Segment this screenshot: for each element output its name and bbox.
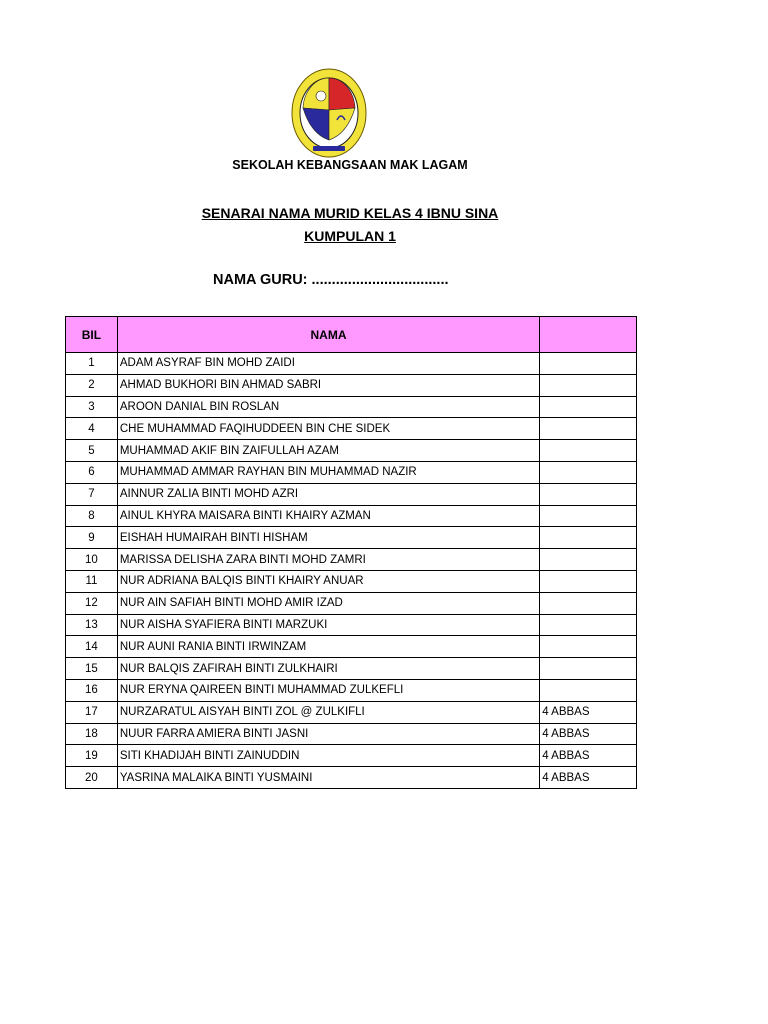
column-header-extra bbox=[540, 317, 637, 353]
row-number: 13 bbox=[66, 614, 118, 636]
class-note bbox=[540, 636, 637, 658]
row-number: 6 bbox=[66, 461, 118, 483]
table-row bbox=[66, 461, 637, 483]
student-name: NUR ADRIANA BALQIS BINTI KHAIRY ANUAR bbox=[117, 570, 539, 592]
class-note: 4 ABBAS bbox=[540, 767, 637, 789]
class-note bbox=[540, 353, 637, 375]
student-name: AINNUR ZALIA BINTI MOHD AZRI bbox=[117, 483, 539, 505]
student-table bbox=[65, 316, 637, 789]
list-title: SENARAI NAMA MURID KELAS 4 IBNU SINA bbox=[201, 205, 499, 221]
student-name: NUR ERYNA QAIREEN BINTI MUHAMMAD ZULKEFLI bbox=[117, 679, 539, 701]
row-number: 17 bbox=[66, 701, 118, 723]
table-row bbox=[66, 723, 637, 745]
class-note: 4 ABBAS bbox=[540, 745, 637, 767]
student-name: AROON DANIAL BIN ROSLAN bbox=[117, 396, 539, 418]
student-name: AINUL KHYRA MAISARA BINTI KHAIRY AZMAN bbox=[117, 505, 539, 527]
row-number: 12 bbox=[66, 592, 118, 614]
row-number: 3 bbox=[66, 396, 118, 418]
table-row bbox=[66, 527, 637, 549]
student-name: NUR AISHA SYAFIERA BINTI MARZUKI bbox=[117, 614, 539, 636]
class-note: 4 ABBAS bbox=[540, 723, 637, 745]
table-row bbox=[66, 418, 637, 440]
column-header-bil: BIL bbox=[66, 317, 118, 353]
row-number: 20 bbox=[66, 767, 118, 789]
student-name: ADAM ASYRAF BIN MOHD ZAIDI bbox=[117, 353, 539, 375]
class-note: 4 ABBAS bbox=[540, 701, 637, 723]
class-note bbox=[540, 461, 637, 483]
row-number: 9 bbox=[66, 527, 118, 549]
row-number: 19 bbox=[66, 745, 118, 767]
school-name: SEKOLAH KEBANGSAAN MAK LAGAM bbox=[232, 158, 468, 172]
table-row bbox=[66, 679, 637, 701]
table-row bbox=[66, 745, 637, 767]
class-note bbox=[540, 592, 637, 614]
student-name: EISHAH HUMAIRAH BINTI HISHAM bbox=[117, 527, 539, 549]
table-row bbox=[66, 440, 637, 462]
table-row bbox=[66, 570, 637, 592]
row-number: 18 bbox=[66, 723, 118, 745]
table-row bbox=[66, 353, 637, 375]
row-number: 5 bbox=[66, 440, 118, 462]
row-number: 8 bbox=[66, 505, 118, 527]
table-row bbox=[66, 396, 637, 418]
table-row bbox=[66, 636, 637, 658]
student-name: NUUR FARRA AMIERA BINTI JASNI bbox=[117, 723, 539, 745]
school-crest-icon bbox=[291, 68, 367, 158]
student-name: MUHAMMAD AMMAR RAYHAN BIN MUHAMMAD NAZIR bbox=[117, 461, 539, 483]
row-number: 4 bbox=[66, 418, 118, 440]
student-name: NUR BALQIS ZAFIRAH BINTI ZULKHAIRI bbox=[117, 658, 539, 680]
row-number: 15 bbox=[66, 658, 118, 680]
table-row bbox=[66, 701, 637, 723]
student-name: SITI KHADIJAH BINTI ZAINUDDIN bbox=[117, 745, 539, 767]
class-note bbox=[540, 527, 637, 549]
class-note bbox=[540, 396, 637, 418]
class-note bbox=[540, 679, 637, 701]
student-name: CHE MUHAMMAD FAQIHUDDEEN BIN CHE SIDEK bbox=[117, 418, 539, 440]
class-note bbox=[540, 440, 637, 462]
table-row bbox=[66, 767, 637, 789]
group-title: KUMPULAN 1 bbox=[304, 228, 396, 244]
student-name: MUHAMMAD AKIF BIN ZAIFULLAH AZAM bbox=[117, 440, 539, 462]
student-name: YASRINA MALAIKA BINTI YUSMAINI bbox=[117, 767, 539, 789]
class-note bbox=[540, 549, 637, 571]
table-row bbox=[66, 658, 637, 680]
table-row bbox=[66, 549, 637, 571]
table-header-row bbox=[66, 317, 637, 353]
student-name: AHMAD BUKHORI BIN AHMAD SABRI bbox=[117, 374, 539, 396]
row-number: 2 bbox=[66, 374, 118, 396]
student-name: MARISSA DELISHA ZARA BINTI MOHD ZAMRI bbox=[117, 549, 539, 571]
row-number: 1 bbox=[66, 353, 118, 375]
student-name: NURZARATUL AISYAH BINTI ZOL @ ZULKIFLI bbox=[117, 701, 539, 723]
class-note bbox=[540, 483, 637, 505]
teacher-name-label: NAMA GURU: .................................. bbox=[213, 272, 449, 288]
row-number: 14 bbox=[66, 636, 118, 658]
student-name: NUR AIN SAFIAH BINTI MOHD AMIR IZAD bbox=[117, 592, 539, 614]
row-number: 7 bbox=[66, 483, 118, 505]
table-row bbox=[66, 374, 637, 396]
table-row bbox=[66, 505, 637, 527]
row-number: 10 bbox=[66, 549, 118, 571]
class-note bbox=[540, 505, 637, 527]
class-note bbox=[540, 374, 637, 396]
table-row bbox=[66, 592, 637, 614]
student-name: NUR AUNI RANIA BINTI IRWINZAM bbox=[117, 636, 539, 658]
row-number: 11 bbox=[66, 570, 118, 592]
table-row bbox=[66, 614, 637, 636]
class-note bbox=[540, 418, 637, 440]
class-note bbox=[540, 570, 637, 592]
row-number: 16 bbox=[66, 679, 118, 701]
class-note bbox=[540, 614, 637, 636]
class-note bbox=[540, 658, 637, 680]
table-row bbox=[66, 483, 637, 505]
column-header-nama: NAMA bbox=[117, 317, 539, 353]
